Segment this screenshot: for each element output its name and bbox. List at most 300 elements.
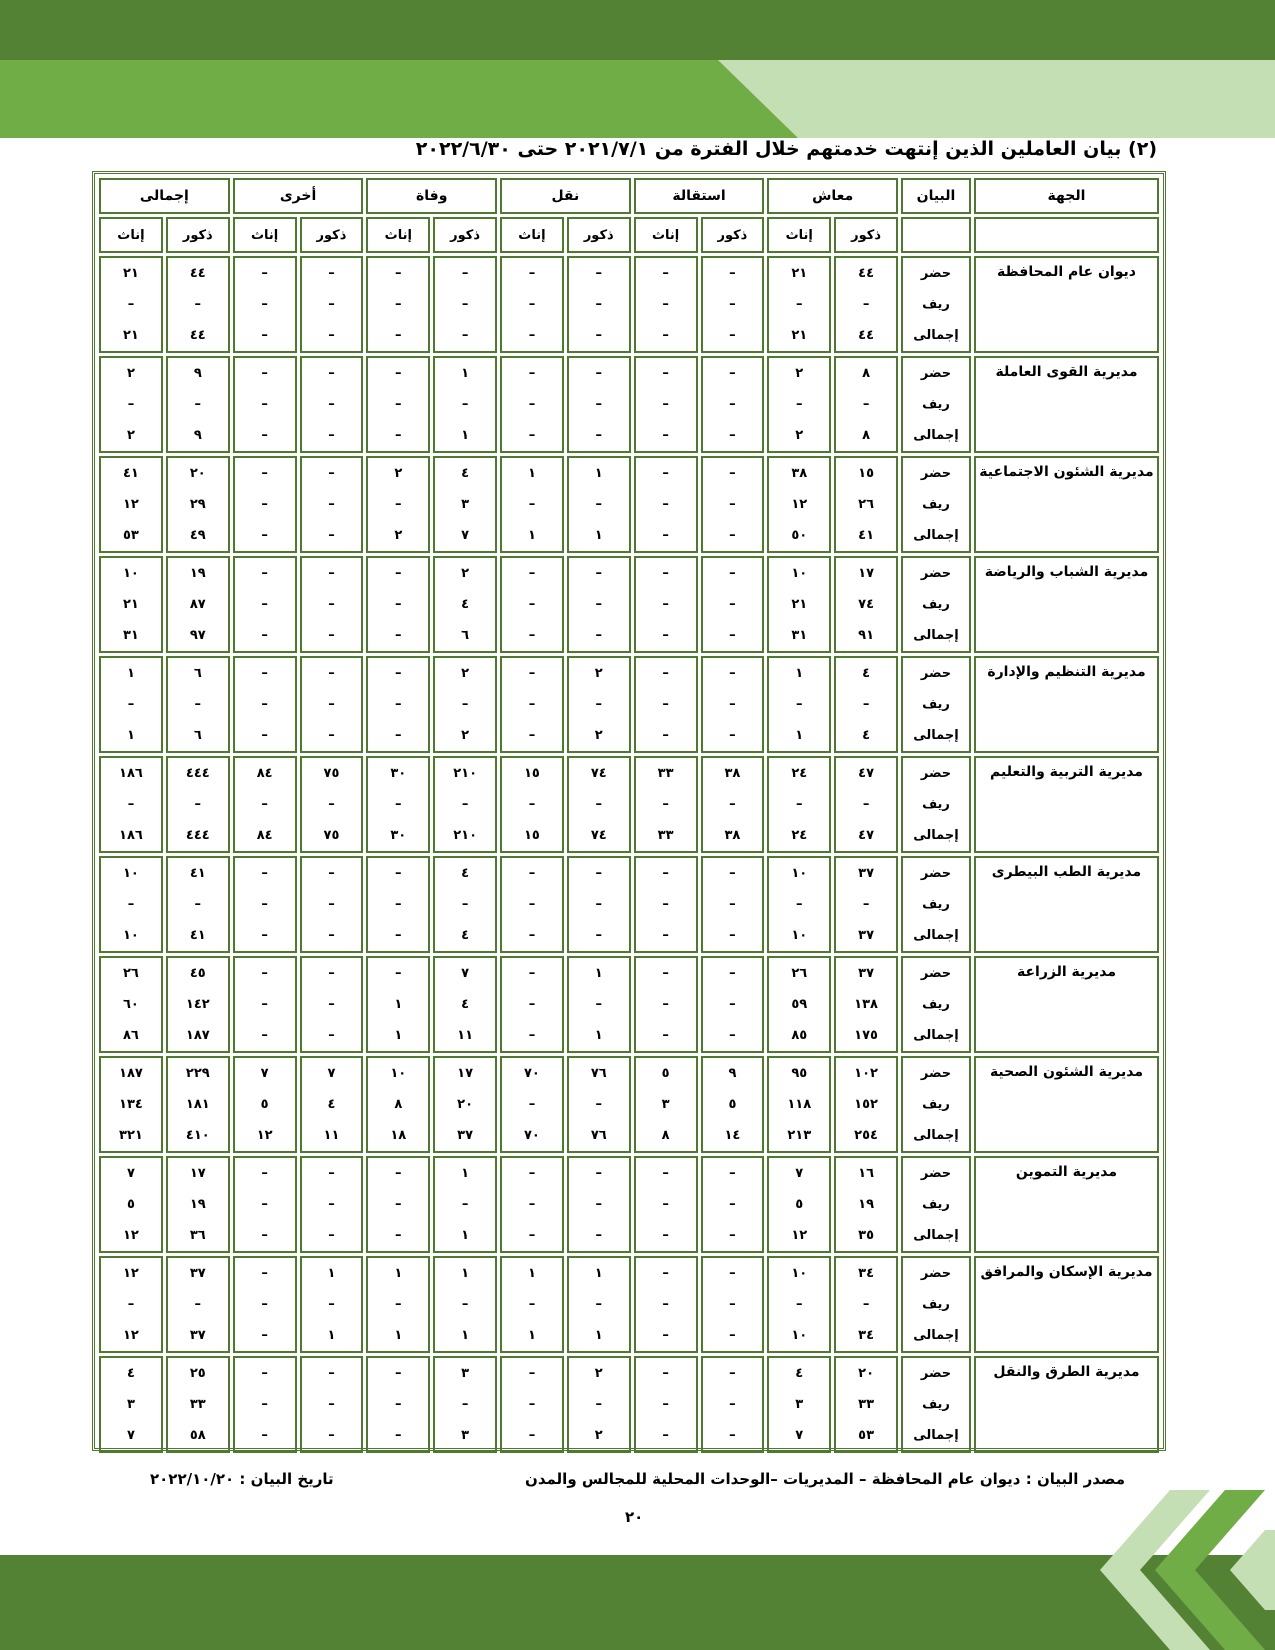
value: ١٢ (791, 1228, 808, 1243)
value: – (862, 897, 870, 912)
value: – (662, 728, 669, 743)
value: – (528, 1197, 536, 1212)
value: – (595, 566, 603, 581)
value: – (796, 897, 803, 912)
value-cell (767, 1056, 831, 1153)
value-cell (567, 1156, 631, 1253)
subheader-male-transfer: ذكور (567, 217, 631, 253)
table-row (99, 256, 1159, 353)
entity-name: ديوان عام المحافظة (974, 256, 1159, 353)
value: ٣٠ (390, 766, 407, 781)
value: ٣٣ (189, 1397, 206, 1412)
value: ٢٠ (858, 1366, 875, 1381)
value: ٢٥ (189, 1366, 206, 1381)
value: ٥ (260, 1097, 269, 1112)
table-row (99, 556, 1159, 653)
value: – (395, 1228, 402, 1243)
value: – (461, 397, 469, 412)
value-cell (567, 456, 631, 553)
value: – (261, 466, 268, 481)
statement-label: إجمالى (913, 528, 959, 543)
value: – (595, 597, 603, 612)
value: ٨ (862, 428, 871, 443)
value-cell (834, 1356, 898, 1453)
value: ١ (795, 728, 804, 743)
value: ٥ (126, 1197, 135, 1212)
value: – (662, 1328, 669, 1343)
value: – (528, 1166, 536, 1181)
value: – (328, 1228, 335, 1243)
value: – (662, 528, 669, 543)
value: – (662, 266, 669, 281)
statement-label: إجمالى (913, 328, 959, 343)
value: – (328, 928, 335, 943)
value: ٥٨ (189, 1428, 206, 1443)
value: ٣٠ (390, 828, 407, 843)
value: – (662, 897, 669, 912)
value: ٤٤ (858, 266, 875, 281)
value: – (328, 1428, 335, 1443)
value: ٣٧ (858, 866, 875, 881)
value-cell (433, 256, 497, 353)
value: ٥٣ (858, 1428, 875, 1443)
value-cell (701, 1156, 765, 1253)
value: – (328, 1166, 335, 1181)
value: ١٢ (256, 1128, 273, 1143)
value: ٤٤ (858, 328, 875, 343)
value: ٤٤ (189, 266, 206, 281)
value: – (261, 1228, 268, 1243)
value: ٤٤٤ (185, 828, 210, 843)
value: – (194, 797, 202, 812)
statement-labels (901, 1156, 971, 1253)
value: ٣ (461, 1428, 470, 1443)
value: ٥٣ (123, 528, 139, 543)
value: – (461, 1197, 469, 1212)
value-cell (166, 556, 230, 653)
subheader-female-other: إناث (233, 217, 297, 253)
value-cell (233, 1056, 297, 1153)
statement-labels (901, 856, 971, 953)
value: – (662, 1297, 669, 1312)
value: ٥٠ (791, 528, 808, 543)
value: ٣٧ (189, 1266, 206, 1281)
statement-labels (901, 556, 971, 653)
value-cell (99, 1356, 163, 1453)
value: – (729, 1228, 736, 1243)
value: ١ (461, 366, 470, 381)
value-cell (366, 256, 430, 353)
statement-label: حضر (920, 1366, 952, 1381)
value-cell (567, 1256, 631, 1353)
value: ١٦ (858, 1166, 875, 1181)
value: ١٢ (791, 497, 808, 512)
value: – (796, 697, 803, 712)
value: – (328, 366, 335, 381)
value: – (261, 497, 268, 512)
value: – (729, 997, 736, 1012)
value-cell (500, 1156, 564, 1253)
value-cell (634, 1056, 698, 1153)
value-cell (701, 456, 765, 553)
table-row (99, 756, 1159, 853)
value: – (528, 866, 536, 881)
value: ١٢ (123, 1328, 139, 1343)
value: – (729, 328, 736, 343)
value: ٢٠ (457, 1097, 474, 1112)
statement-labels (901, 1256, 971, 1353)
value: – (528, 1097, 536, 1112)
value: – (528, 797, 536, 812)
value: – (261, 697, 268, 712)
value: ٢١ (123, 597, 139, 612)
value: ١ (394, 1266, 403, 1281)
value: ١ (527, 1328, 536, 1343)
value: – (595, 397, 603, 412)
value: – (395, 1366, 402, 1381)
value: ٧٠ (524, 1128, 540, 1143)
value: – (328, 866, 335, 881)
value-cell (701, 756, 765, 853)
value: ١٠ (390, 1066, 407, 1081)
value: ٣ (661, 1097, 670, 1112)
value: – (662, 1428, 669, 1443)
value-cell (567, 956, 631, 1053)
value: – (395, 428, 402, 443)
value-cell (500, 556, 564, 653)
value-cell (233, 756, 297, 853)
value: ٨٤ (256, 828, 273, 843)
value: – (328, 566, 335, 581)
value: – (395, 597, 402, 612)
value: ١ (527, 466, 536, 481)
value: – (328, 966, 335, 981)
value: ١٠ (791, 1266, 808, 1281)
value: – (729, 1028, 736, 1043)
value: ٧٥ (323, 766, 340, 781)
value-cell (300, 256, 364, 353)
value-cell (300, 1256, 364, 1353)
statement-label: ريف (922, 997, 950, 1012)
value: ٤٩ (189, 528, 206, 543)
value-cell (166, 456, 230, 553)
entity-name: مديرية القوى العاملة (974, 356, 1159, 453)
statement-label: حضر (920, 866, 952, 881)
value: – (662, 397, 669, 412)
value: ١ (126, 666, 135, 681)
value: ٣١ (791, 628, 808, 643)
value: – (261, 628, 268, 643)
value: – (729, 297, 736, 312)
value-cell (366, 1156, 430, 1253)
value: – (595, 266, 603, 281)
statement-label: ريف (922, 1097, 950, 1112)
value-cell (300, 1356, 364, 1453)
value-cell (767, 1256, 831, 1353)
value-cell (233, 1156, 297, 1253)
value: ٣٧ (858, 966, 875, 981)
value: – (862, 397, 870, 412)
value: – (528, 966, 536, 981)
value: ٤ (461, 997, 470, 1012)
value-cell (634, 356, 698, 453)
value-cell (433, 756, 497, 853)
value: – (662, 328, 669, 343)
statement-labels (901, 1056, 971, 1153)
table-row (99, 1156, 1159, 1253)
value: – (395, 666, 402, 681)
value: ١ (461, 1166, 470, 1181)
value: – (729, 697, 736, 712)
value: – (662, 1028, 669, 1043)
value: ١ (527, 1266, 536, 1281)
value: – (729, 1328, 736, 1343)
value: – (127, 297, 135, 312)
statement-label: ريف (922, 497, 950, 512)
value: – (328, 728, 335, 743)
value-cell (567, 656, 631, 753)
value-cell (166, 356, 230, 453)
value-cell (701, 656, 765, 753)
value: – (261, 266, 268, 281)
entity-name: مديرية الشئون الصحية (974, 1056, 1159, 1153)
value: ٧ (260, 1066, 269, 1081)
value: ١٢ (123, 497, 139, 512)
value: – (261, 1266, 268, 1281)
value: ١ (594, 1266, 603, 1281)
subheader-male-total: ذكور (166, 217, 230, 253)
value: ١٠ (123, 928, 139, 943)
value: – (395, 697, 402, 712)
value-cell (99, 1056, 163, 1153)
value-cell (767, 956, 831, 1053)
value: – (662, 628, 669, 643)
value-cell (366, 556, 430, 653)
value-cell (500, 256, 564, 353)
value-cell (500, 656, 564, 753)
value-cell (834, 556, 898, 653)
value-cell (433, 356, 497, 453)
value-cell (366, 1256, 430, 1353)
value: – (662, 366, 669, 381)
value: ٣٤ (858, 1328, 875, 1343)
value: – (595, 297, 603, 312)
value: ١ (461, 1328, 470, 1343)
value: ٧ (126, 1166, 135, 1181)
value-cell (634, 556, 698, 653)
value: – (662, 928, 669, 943)
value: – (261, 566, 268, 581)
value: – (261, 366, 268, 381)
value-cell (366, 956, 430, 1053)
value: – (328, 466, 335, 481)
subheader-row (99, 217, 1159, 253)
value: – (528, 366, 536, 381)
value: – (729, 428, 736, 443)
value: – (528, 697, 536, 712)
value: – (127, 397, 135, 412)
value: – (328, 697, 335, 712)
value: ٤ (862, 666, 871, 681)
statement-label: إجمالى (913, 628, 959, 643)
value: ٧ (795, 1428, 804, 1443)
value: ٧ (461, 966, 470, 981)
value: ١٧ (858, 566, 875, 581)
value-cell (701, 1256, 765, 1353)
value: ٦ (193, 728, 202, 743)
value-cell (366, 1056, 430, 1153)
value-cell (166, 756, 230, 853)
value: ٥ (728, 1097, 737, 1112)
entity-name: مديرية الزراعة (974, 956, 1159, 1053)
value: ١٠ (123, 866, 139, 881)
value: – (261, 1028, 268, 1043)
value: ٦٠ (123, 997, 139, 1012)
value: – (261, 666, 268, 681)
value: ٢ (394, 528, 403, 543)
value: ٤ (327, 1097, 336, 1112)
value: – (528, 928, 536, 943)
value-cell (767, 556, 831, 653)
value: – (595, 366, 603, 381)
value-cell (166, 1356, 230, 1453)
value-cell (834, 356, 898, 453)
value: ١٨٧ (185, 1028, 210, 1043)
value: – (328, 797, 335, 812)
entity-name: مديرية التموين (974, 1156, 1159, 1253)
value: – (595, 428, 603, 443)
footer-band (0, 1555, 1275, 1650)
value: – (328, 997, 335, 1012)
value: ٣٨ (724, 766, 741, 781)
value-cell (433, 856, 497, 953)
value: – (528, 1428, 536, 1443)
value: ١٨١ (185, 1097, 210, 1112)
value-cell (99, 856, 163, 953)
value: ٤٧ (858, 828, 875, 843)
statement-label: ريف (922, 797, 950, 812)
value-cell (366, 356, 430, 453)
value: ٢٢٩ (185, 1066, 210, 1081)
value: – (528, 666, 536, 681)
value-cell (834, 856, 898, 953)
statement-label: إجمالى (913, 1328, 959, 1343)
value: – (796, 297, 803, 312)
value: – (528, 728, 536, 743)
value-cell (99, 556, 163, 653)
value: ١ (527, 528, 536, 543)
table-row (99, 356, 1159, 453)
value-cell (300, 756, 364, 853)
value: – (261, 1297, 268, 1312)
value: ٣٣ (657, 828, 674, 843)
value: – (395, 566, 402, 581)
value: – (461, 797, 469, 812)
subheader-male-death: ذكور (433, 217, 497, 253)
value: – (595, 866, 603, 881)
statement-label: حضر (920, 966, 952, 981)
value: – (328, 497, 335, 512)
chevron-decoration-icon (1100, 1490, 1275, 1650)
value: – (729, 366, 736, 381)
statement-label: حضر (920, 1066, 952, 1081)
value: ١٣٤ (119, 1097, 143, 1112)
value: – (595, 897, 603, 912)
value: – (127, 697, 135, 712)
statement-label: إجمالى (913, 1428, 959, 1443)
value-cell (701, 1356, 765, 1453)
value: – (261, 1328, 268, 1343)
value: – (328, 1297, 335, 1312)
value-cell (366, 456, 430, 553)
value: ١٧ (457, 1066, 474, 1081)
data-date: تاريخ البيان : ٢٠٢٢/١٠/٢٠ (150, 1470, 334, 1488)
value: – (261, 728, 268, 743)
value: – (261, 297, 268, 312)
value: ٢ (394, 466, 403, 481)
value: ٢ (594, 1428, 603, 1443)
entity-subheader-empty (974, 217, 1159, 253)
value: ١٩ (189, 566, 206, 581)
value: – (862, 697, 870, 712)
value-cell (433, 1356, 497, 1453)
value-cell (634, 256, 698, 353)
value-cell (433, 1156, 497, 1253)
value: – (395, 1166, 402, 1181)
value: – (395, 366, 402, 381)
value: ١٠ (791, 866, 808, 881)
value-cell (300, 356, 364, 453)
value: ٩٧ (189, 628, 206, 643)
value: – (461, 1397, 469, 1412)
value-cell (366, 1356, 430, 1453)
value: ٢ (594, 666, 603, 681)
value-cell (767, 456, 831, 553)
value-cell (567, 556, 631, 653)
value: – (328, 328, 335, 343)
value: – (729, 1166, 736, 1181)
statement-labels (901, 456, 971, 553)
value: ٣٣ (858, 1397, 875, 1412)
value: ٩١ (858, 628, 875, 643)
value-cell (166, 1156, 230, 1253)
statement-label: ريف (922, 397, 950, 412)
group-header-resignation: استقالة (634, 178, 765, 214)
statement-labels (901, 256, 971, 353)
value: – (461, 328, 469, 343)
value-cell (500, 356, 564, 453)
value-cell (99, 1156, 163, 1253)
value: – (662, 1166, 669, 1181)
value: – (528, 328, 536, 343)
value-cell (233, 956, 297, 1053)
value-cell (166, 1056, 230, 1153)
value: – (595, 1297, 603, 1312)
value: – (328, 397, 335, 412)
value: ٩٥ (791, 1066, 808, 1081)
value-cell (834, 1056, 898, 1153)
value-cell (300, 656, 364, 753)
value-cell (366, 656, 430, 753)
value: ١٣٨ (854, 997, 878, 1012)
value-cell (834, 956, 898, 1053)
statement-label: ريف (922, 1397, 950, 1412)
value: ١ (594, 466, 603, 481)
value: – (127, 797, 135, 812)
value: – (796, 1297, 803, 1312)
value: – (395, 397, 402, 412)
statement-label: حضر (920, 1166, 952, 1181)
